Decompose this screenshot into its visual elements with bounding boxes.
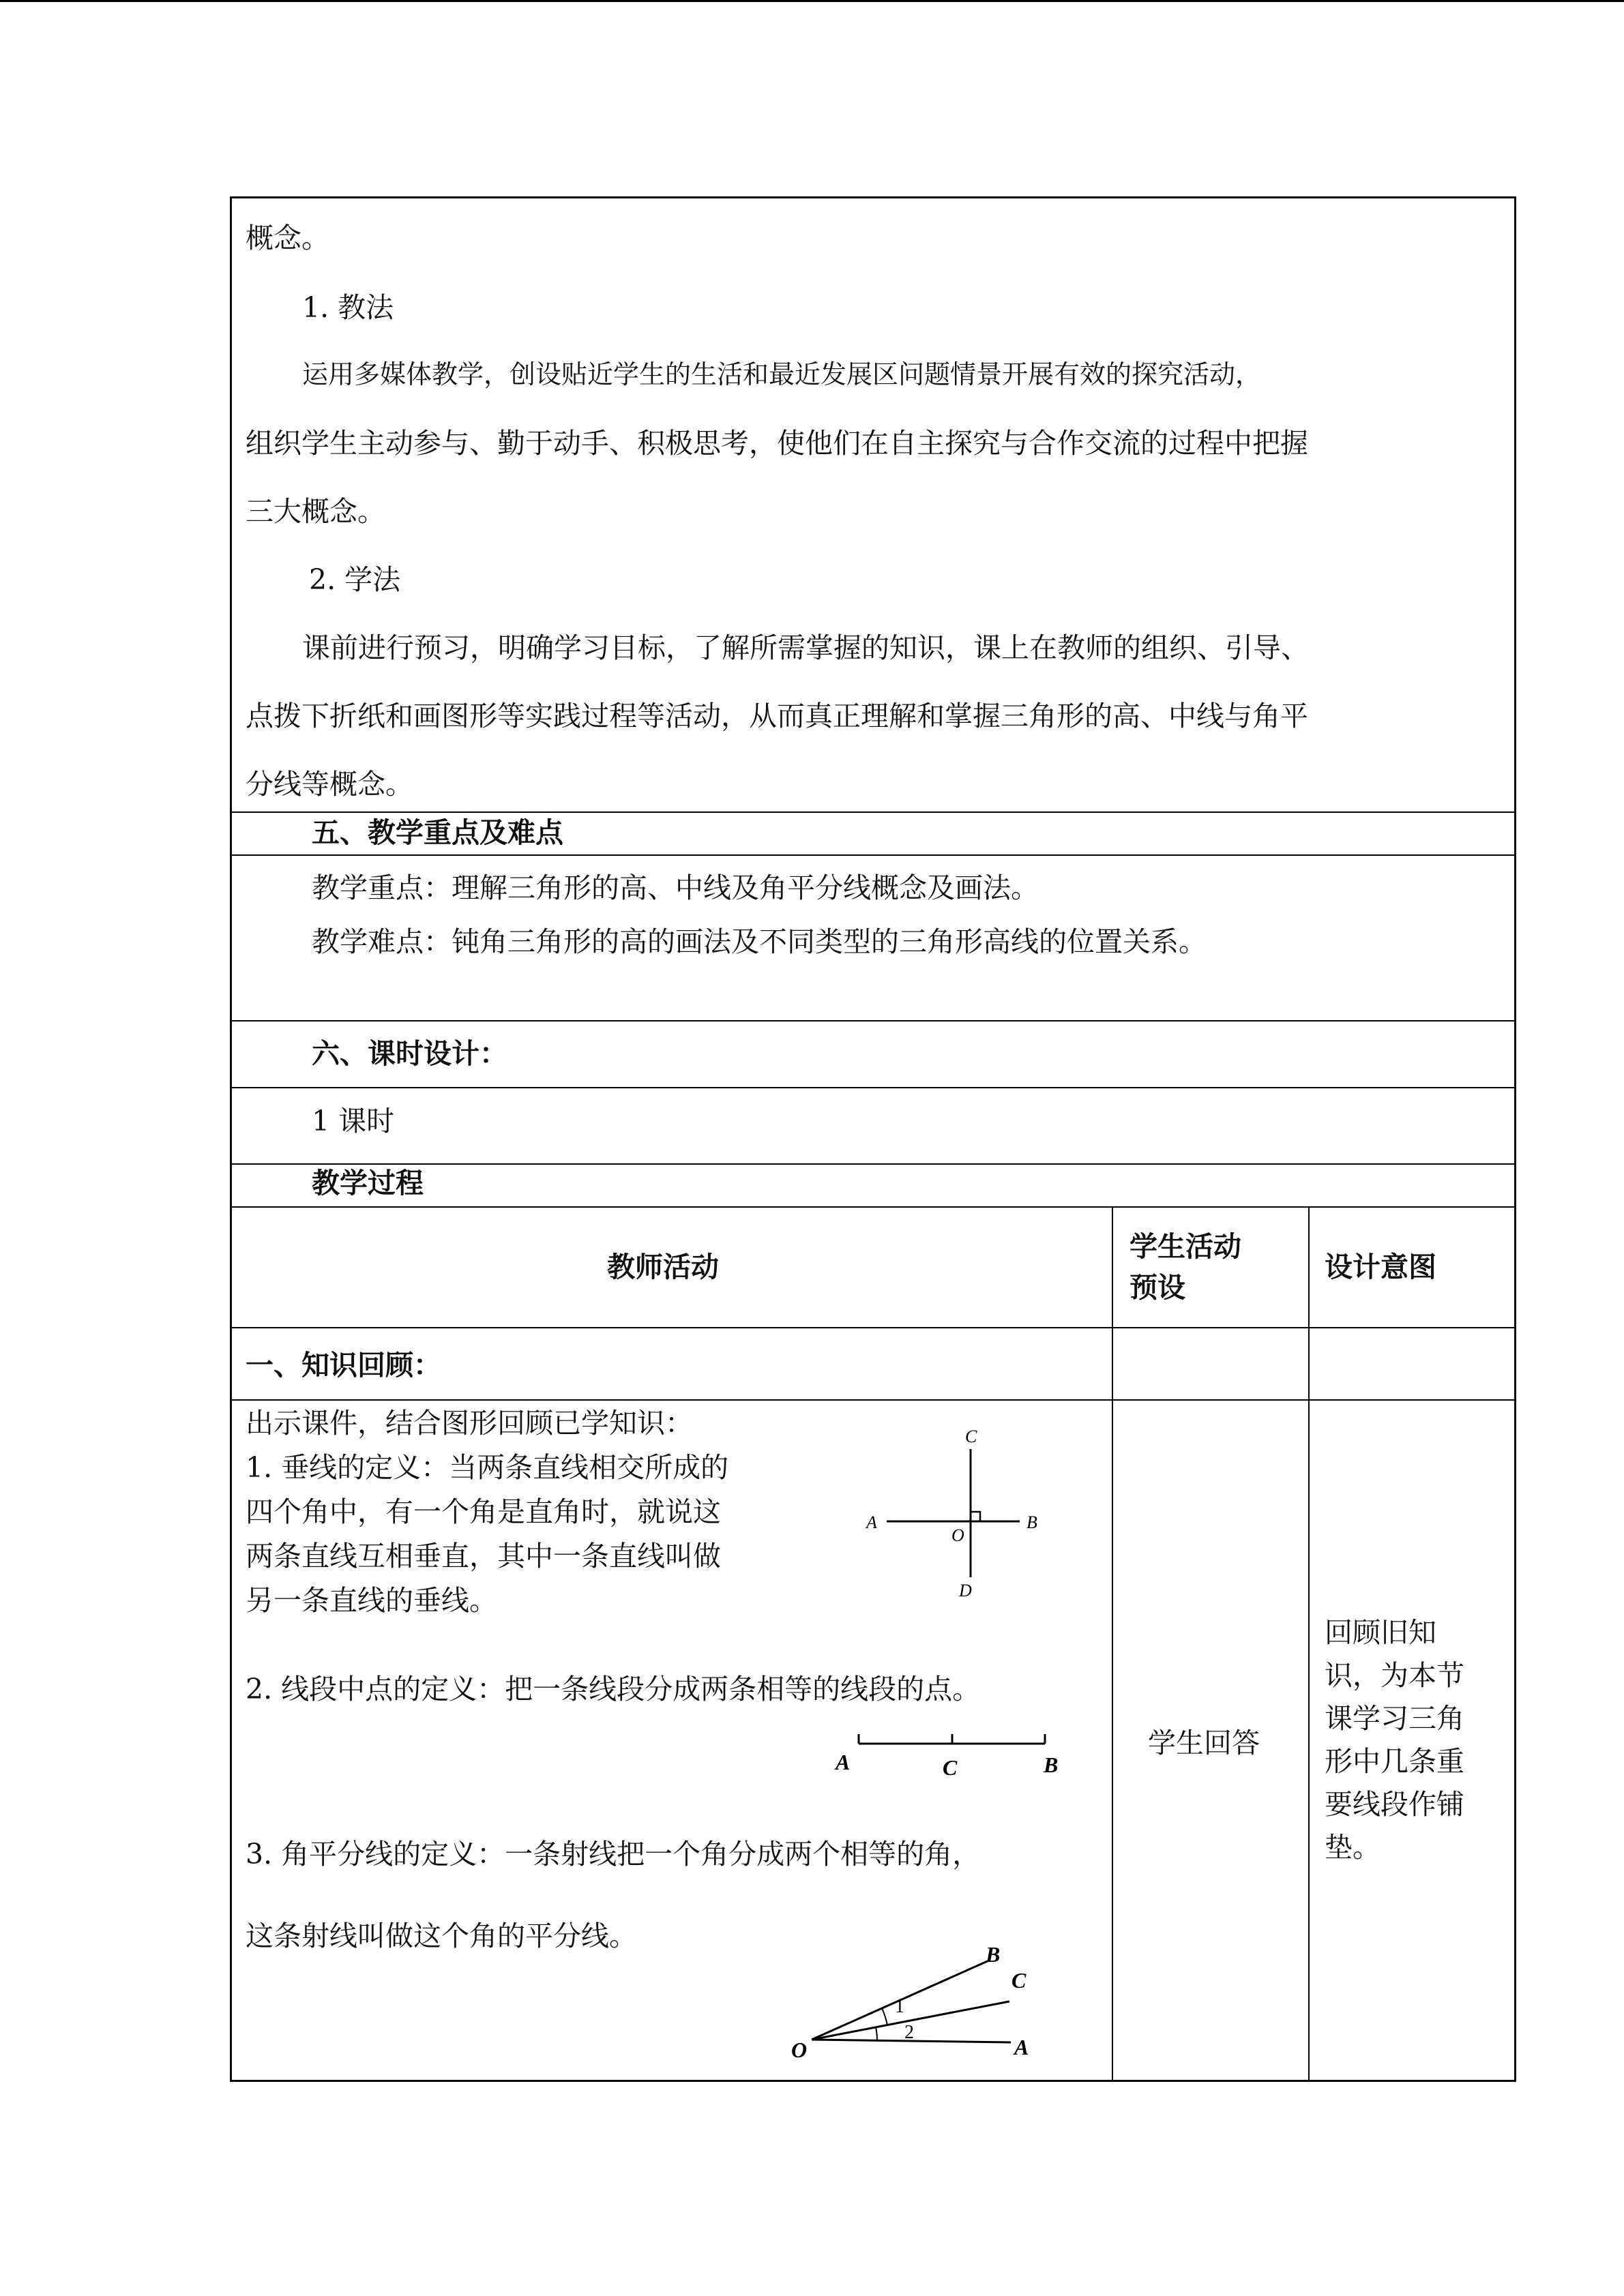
right-angle-mark: [971, 1512, 980, 1521]
intent-line-3: 课学习三角: [1325, 1702, 1464, 1735]
teaching-method-line-1: 运用多媒体教学，创设贴近学生的生活和最近发展区问题情景开展有效的探究活动，: [302, 359, 1262, 389]
teaching-method-line-3: 三大概念。: [246, 495, 385, 528]
angle-label-1: 1: [895, 1996, 904, 2017]
teaching-method-line-2: 组织学生主动参与、勤于动手、积极思考，使他们在自主探究与合作交流的过程中把握: [246, 427, 1308, 460]
col-student-activity-l1: 学生活动: [1130, 1230, 1241, 1263]
intent-line-4: 形中几条重: [1325, 1745, 1464, 1778]
segment-label-b: B: [1044, 1753, 1059, 1777]
col-teacher-activity: 教师活动: [607, 1251, 719, 1283]
student-answer: 学生回答: [1148, 1727, 1260, 1759]
part-1-heading: 一、知识回顾：: [246, 1349, 441, 1382]
angle-label-b: B: [986, 1942, 1001, 1967]
angle-bisector-figure: [778, 1913, 1064, 2070]
def2-line: 2. 线段中点的定义：把一条线段分成两条相等的线段的点。: [246, 1673, 981, 1705]
learning-method-line-2: 点拨下折纸和画图形等实践过程等活动，从而真正理解和掌握三角形的高、中线与角平: [246, 700, 1308, 732]
segment-midpoint-figure: [825, 1729, 1078, 1783]
def3-line-1: 3. 角平分线的定义：一条射线把一个角分成两个相等的角，: [246, 1838, 981, 1870]
perpendicular-lines-figure: [853, 1422, 1057, 1599]
concept-tail-line: 概念。: [246, 222, 329, 254]
segment-label-a: A: [836, 1750, 851, 1774]
section-6-heading: 六、课时设计：: [312, 1037, 507, 1070]
section-5-heading: 五、教学重点及难点: [312, 816, 563, 849]
learning-method-line-1: 课前进行预习，明确学习目标，了解所需掌握的知识，课上在教师的组织、引导、: [302, 631, 1309, 664]
def1-line-1: 1. 垂线的定义：当两条直线相交所成的: [246, 1451, 729, 1484]
lesson-count: 1 课时: [312, 1105, 395, 1137]
process-heading: 教学过程: [312, 1167, 424, 1199]
angle-arc-1: [882, 2008, 887, 2025]
def3-line-2: 这条射线叫做这个角的平分线。: [246, 1920, 637, 1952]
perp-label-a: A: [866, 1512, 877, 1532]
perp-label-o: O: [951, 1525, 964, 1545]
col-design-intent: 设计意图: [1325, 1251, 1436, 1283]
perp-label-b: B: [1027, 1512, 1037, 1532]
def1-line-2: 四个角中，有一个角是直角时，就说这: [246, 1495, 721, 1528]
teaching-method-title: 1. 教法: [302, 291, 394, 324]
intent-line-6: 垫。: [1325, 1831, 1381, 1864]
intent-line-1: 回顾旧知: [1325, 1616, 1436, 1649]
def1-line-3: 两条直线互相垂直，其中一条直线叫做: [246, 1540, 721, 1572]
angle-label-2: 2: [904, 2022, 914, 2043]
intent-line-5: 要线段作铺: [1325, 1788, 1464, 1821]
col-student-activity-l2: 预设: [1130, 1271, 1185, 1304]
learning-method-line-3: 分线等概念。: [246, 768, 413, 801]
review-intro: 出示课件，结合图形回顾已学知识：: [246, 1407, 693, 1440]
learning-method-title: 2. 学法: [309, 563, 401, 596]
intent-line-2: 识，为本节: [1325, 1659, 1464, 1692]
angle-label-c: C: [1012, 1968, 1027, 1993]
segment-label-c: C: [943, 1755, 958, 1780]
angle-label-o: O: [791, 2038, 808, 2062]
key-point-text: 教学重点：理解三角形的高、中线及角平分线概念及画法。: [312, 871, 1039, 904]
page-top-edge: [0, 0, 1624, 2]
difficulty-text: 教学难点：钝角三角形的高的画法及不同类型的三角形高线的位置关系。: [312, 925, 1207, 958]
perp-label-d: D: [959, 1581, 972, 1599]
def1-line-4: 另一条直线的垂线。: [246, 1584, 497, 1617]
angle-arc-2: [876, 2027, 877, 2040]
perp-label-c: C: [965, 1427, 977, 1446]
angle-label-a: A: [1014, 2035, 1029, 2059]
